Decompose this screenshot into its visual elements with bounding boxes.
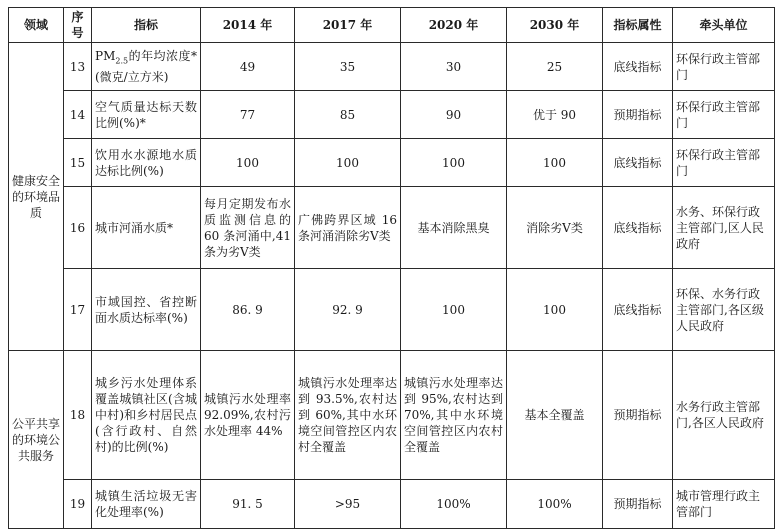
value-2020: 30	[401, 43, 507, 91]
indicator-cell: 空气质量达标天数比例(%)*	[92, 91, 201, 139]
value-2017: 广佛跨界区域 16 条河涌消除劣Ⅴ类	[295, 187, 401, 269]
table-row	[9, 91, 775, 139]
attr-cell: 底线指标	[603, 43, 673, 91]
indicator-pm-prefix: PM	[95, 48, 116, 63]
attr-cell: 底线指标	[603, 187, 673, 269]
indicator-table	[8, 7, 775, 529]
header-2017: 2017 年	[295, 8, 401, 43]
value-2030: 基本全覆盖	[507, 351, 603, 480]
header-2014: 2014 年	[201, 8, 295, 43]
value-2017: 85	[295, 91, 401, 139]
value-2017: >95	[295, 480, 401, 529]
indicator-cell	[92, 43, 201, 91]
header-indicator: 指标	[92, 8, 201, 43]
seq-cell: 18	[64, 351, 92, 480]
seq-cell: 13	[64, 43, 92, 91]
value-2020: 100	[401, 269, 507, 351]
indicator-cell: 城市河涌水质*	[92, 187, 201, 269]
header-lead: 牵头单位	[673, 8, 775, 43]
lead-cell: 水务、环保行政主管部门,区人民政府	[673, 187, 775, 269]
lead-cell: 环保、水务行政主管部门,各区级人民政府	[673, 269, 775, 351]
value-2020: 城镇污水处理率达到 95%,农村达到 70%,其中水环境空间管控区内农村全覆盖	[401, 351, 507, 480]
value-2020: 90	[401, 91, 507, 139]
header-row	[9, 8, 775, 43]
lead-cell: 水务行政主管部门,各区人民政府	[673, 351, 775, 480]
seq-cell: 15	[64, 139, 92, 187]
header-attr: 指标属性	[603, 8, 673, 43]
value-2014: 49	[201, 43, 295, 91]
indicator-cell: 城镇生活垃圾无害化处理率(%)	[92, 480, 201, 529]
value-2030: 100	[507, 269, 603, 351]
attr-cell: 预期指标	[603, 480, 673, 529]
indicator-pm-subscript: 2.5	[115, 56, 129, 66]
value-2030: 消除劣Ⅴ类	[507, 187, 603, 269]
header-domain: 领域	[9, 8, 64, 43]
table-row	[9, 480, 775, 529]
domain-health: 健康安全的环境品质	[9, 43, 64, 351]
value-2014: 城镇污水处理率 92.09%,农村污水处理率 44%	[201, 351, 295, 480]
value-2030: 100	[507, 139, 603, 187]
value-2014: 77	[201, 91, 295, 139]
seq-cell: 14	[64, 91, 92, 139]
lead-cell: 环保行政主管部门	[673, 91, 775, 139]
header-2020: 2020 年	[401, 8, 507, 43]
attr-cell: 底线指标	[603, 139, 673, 187]
attr-cell: 预期指标	[603, 351, 673, 480]
value-2020: 基本消除黑臭	[401, 187, 507, 269]
header-2030: 2030 年	[507, 8, 603, 43]
value-2014: 91. 5	[201, 480, 295, 529]
header-seq: 序号	[64, 8, 92, 43]
seq-cell: 16	[64, 187, 92, 269]
value-2030: 25	[507, 43, 603, 91]
attr-cell: 底线指标	[603, 269, 673, 351]
table-row	[9, 351, 775, 480]
seq-cell: 19	[64, 480, 92, 529]
domain-fair: 公平共享的环境公共服务	[9, 351, 64, 529]
attr-cell: 预期指标	[603, 91, 673, 139]
table-row	[9, 139, 775, 187]
value-2030: 100%	[507, 480, 603, 529]
indicator-cell: 饮用水水源地水质达标比例(%)	[92, 139, 201, 187]
lead-cell: 城市管理行政主管部门	[673, 480, 775, 529]
seq-cell: 17	[64, 269, 92, 351]
value-2020: 100	[401, 139, 507, 187]
indicator-cell: 城乡污水处理体系覆盖城镇社区(含城中村)和乡村居民点(含行政村、自然村)的比例(%)	[92, 351, 201, 480]
indicator-pm-suffix: 的年均浓度*(微克/立方米)	[95, 48, 197, 85]
value-2017: 92. 9	[295, 269, 401, 351]
value-2014: 每月定期发布水质监测信息的 60 条河涌中,41 条为劣Ⅴ类	[201, 187, 295, 269]
value-2014: 100	[201, 139, 295, 187]
value-2017: 100	[295, 139, 401, 187]
value-2017: 35	[295, 43, 401, 91]
value-2017: 城镇污水处理率达到 93.5%,农村达到 60%,其中水环境空间管控区内农村全覆盖	[295, 351, 401, 480]
table-row	[9, 269, 775, 351]
lead-cell: 环保行政主管部门	[673, 139, 775, 187]
value-2020: 100%	[401, 480, 507, 529]
value-2014: 86. 9	[201, 269, 295, 351]
value-2030: 优于 90	[507, 91, 603, 139]
table-row	[9, 43, 775, 91]
indicator-cell: 市域国控、省控断面水质达标率(%)	[92, 269, 201, 351]
lead-cell: 环保行政主管部门	[673, 43, 775, 91]
table-row	[9, 187, 775, 269]
